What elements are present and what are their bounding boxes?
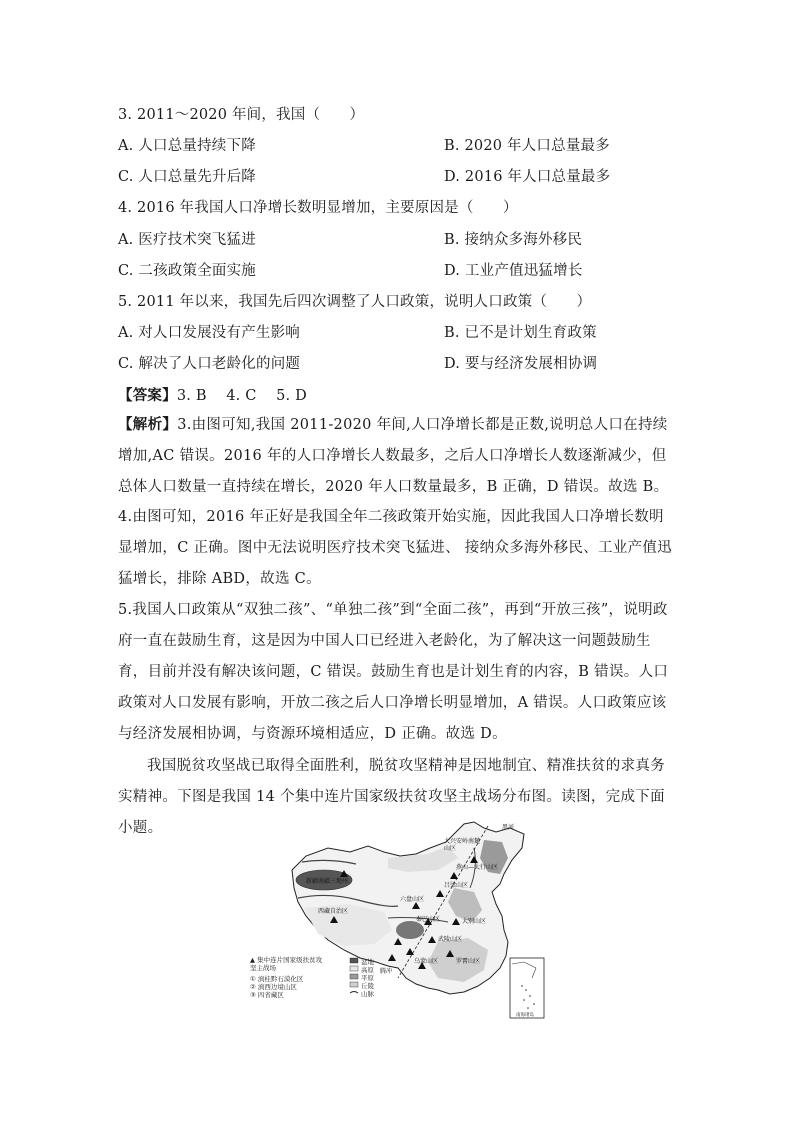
question-4-stem: 4. 2016 年我国人口净增长数明显增加，主要原因是（ ）: [118, 200, 518, 216]
legend-item-2: ② 滇西边境山区: [250, 983, 297, 991]
legend-mountain: 山脉: [361, 990, 374, 998]
q5-option-c: C. 解决了人口老龄化的问题: [118, 356, 301, 372]
answer-text: 3. B 4. C 5. D: [176, 388, 307, 404]
label-luoxiao: 罗霄山区: [456, 958, 481, 965]
legend-item-3: ③ 四省藏区: [250, 991, 284, 999]
legend-basin-swatch: [350, 958, 358, 963]
south-sea-inset: [510, 958, 544, 1018]
label-xinjiang: 新疆南疆三地州: [306, 878, 349, 885]
q4-option-d: D. 工业产值迅猛增长: [444, 263, 583, 279]
sichuan-basin: [396, 921, 424, 939]
q3-option-a: A. 人口总量持续下降: [118, 138, 256, 154]
legend-item-1: ① 滇桂黔石漠化区: [250, 975, 304, 983]
analysis-q3-text: 3.由图可知,我国 2011-2020 年间,人口净增长都是正数,说明总人口在持续增加,AC 错误。2016 年的人口净增长人数最多，之后人口净增长人数逐渐减少，但总体人口数量一直持续在增长，2020 年人口数量最多，B 正确，D 错误。故选 B。: [118, 417, 669, 495]
q4-option-b: B. 接纳众多海外移民: [444, 232, 583, 248]
q3-option-b: B. 2020 年人口总量最多: [444, 138, 610, 154]
label-wumeng: 乌蒙山区: [414, 958, 439, 965]
legend-plateau: 高原: [361, 966, 374, 974]
label-xizang: 西藏自治区: [318, 908, 349, 915]
legend-basin: 盆地: [361, 958, 374, 966]
label-yanshan: 燕山—太行山区: [456, 864, 499, 871]
label-lvliang: 吕梁山区: [444, 882, 469, 889]
label-daxinganling: 大兴安岭南麓山区: [444, 838, 481, 852]
q4-option-a: A. 医疗技术突飞猛进: [118, 232, 256, 248]
question-5-stem: 5. 2011 年以来，我国先后四次调整了人口政策，说明人口政策（ ）: [118, 294, 592, 310]
label-tengchong: 腾冲: [380, 968, 393, 975]
label-wuling: 武陵山区: [438, 936, 463, 943]
analysis-q4: 4.由图可知，2016 年正好是我国全年二孩政策开始实施，因此我国人口净增长数明显增加，C 正确。图中无法说明医疗技术突飞猛进、 接纳众多海外移民、工业产值迅猛增长，排除 ABD，故选 C。: [118, 509, 673, 587]
label-nanhai: 南海诸岛: [516, 1013, 534, 1018]
analysis-q5: 5.我国人口政策从“双独二孩”、“单独二孩”到“全面二孩”，再到“开放三孩”，说明政府一直在鼓励生育，这是因为中国人口已经进入老龄化，为了解决这一问题鼓励生育，目前并没有解决该问题，C 错误。鼓励生育也是计划生育的内容，B 错误。人口政策对人口发展有影响，开放二孩之后人口净增长明显增加，A 错误。人口政策应该与经济发展相协调，与资源环境相适应，D 正确。故选 D。: [118, 602, 669, 742]
label-dabie: 大别山区: [462, 918, 487, 925]
analysis-q3: [118, 409, 678, 503]
legend-triangle: ▲ 集中连片国家级扶贫攻坚主战场: [250, 956, 323, 972]
q4-option-c: C. 二孩政策全面实施: [118, 263, 256, 279]
analysis-tag: 【解析】: [118, 416, 178, 433]
intro-paragraph: 我国脱贫攻坚战已取得全面胜利，脱贫攻坚精神是因地制宜、精准扶贫的求真务实精神。下图是我国 14 个集中连片国家级扶贫攻坚主战场分布图。读图，完成下面小题。: [118, 758, 665, 836]
q5-option-d: D. 要与经济发展相协调: [444, 356, 598, 372]
legend-hill-swatch: [350, 982, 358, 987]
label-qinba: 秦巴山区: [416, 916, 441, 923]
q5-option-a: A. 对人口发展没有产生影响: [118, 325, 300, 341]
q3-option-c: C. 人口总量先升后降: [118, 169, 256, 185]
legend-hill: 丘陵: [361, 982, 374, 990]
q3-option-d: D. 2016 年人口总量最多: [444, 169, 611, 185]
legend-plateau-swatch: [350, 966, 358, 971]
poverty-map-figure: [250, 818, 546, 1020]
question-3-stem: 3. 2011～2020 年间，我国（ ）: [118, 107, 365, 123]
answer-line: [118, 384, 307, 405]
label-liupan: 六盘山区: [400, 896, 425, 903]
legend-plain: 平原: [361, 974, 374, 982]
label-heihe: 黑河: [502, 824, 515, 831]
legend-mountain-swatch: [350, 992, 358, 994]
q5-option-b: B. 已不是计划生育政策: [444, 325, 597, 341]
answer-tag: 【答案】: [118, 387, 177, 404]
legend-plain-swatch: [350, 974, 358, 979]
